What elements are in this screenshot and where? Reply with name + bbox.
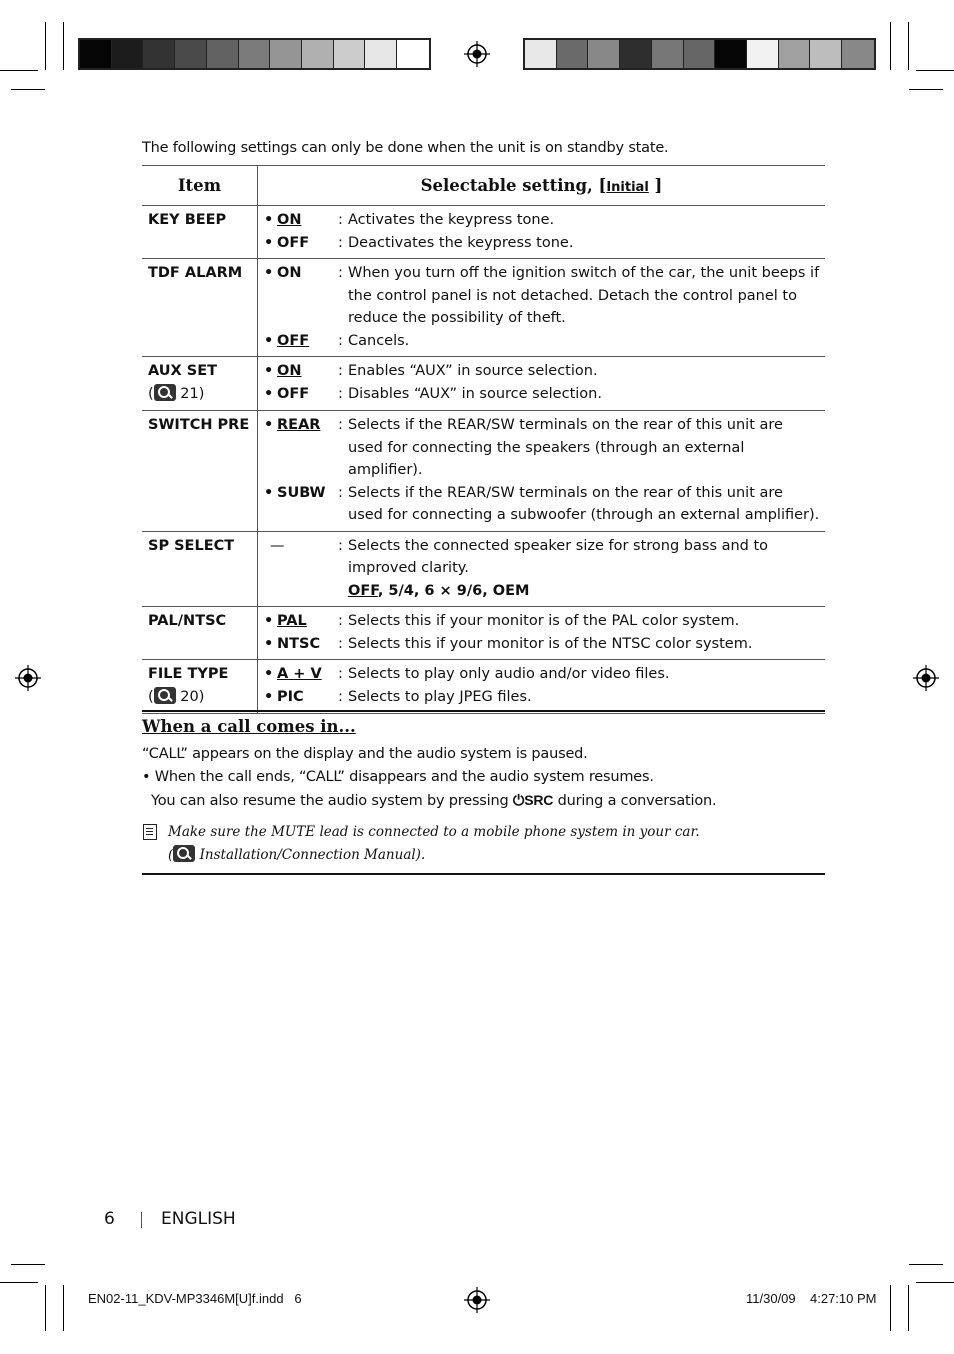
call-line-3-text-a: You can also resume the audio system by pressing	[151, 793, 509, 809]
option-bullet: •	[264, 234, 274, 251]
option-description-text: Activates the keypress tone.	[348, 212, 555, 228]
header-setting	[258, 166, 826, 206]
option-colon: :	[338, 234, 343, 251]
slug-time: 4:27:10 PM	[810, 1291, 877, 1306]
item-name: FILE TYPE	[148, 666, 229, 682]
item-page-reference: ( 20)	[148, 689, 205, 705]
option-line	[264, 232, 821, 255]
table-header-row	[142, 166, 825, 206]
slug-date: 11/30/09	[746, 1291, 796, 1306]
option-bullet: •	[264, 613, 274, 629]
option-line	[264, 663, 821, 686]
grayscale-color-bar	[78, 38, 431, 70]
call-line-1: “CALL” appears on the display and the audio system is paused.	[142, 746, 588, 762]
crop-mark	[63, 22, 64, 70]
crop-mark	[890, 22, 891, 70]
color-swatch	[270, 40, 302, 68]
option-name: PIC	[277, 688, 304, 705]
color-swatch	[684, 40, 716, 68]
option-description	[348, 535, 821, 603]
option-line	[264, 535, 821, 603]
option-description	[348, 414, 821, 482]
item-name: TDF ALARM	[148, 265, 243, 281]
crop-mark	[916, 1282, 954, 1283]
reference-page: 21	[180, 386, 199, 402]
item-name: PAL/NTSC	[148, 613, 227, 629]
table-row	[142, 411, 825, 532]
page-number: 6	[104, 1209, 115, 1229]
registration-mark-icon	[464, 41, 490, 67]
color-swatch	[747, 40, 779, 68]
registration-mark-icon	[913, 665, 939, 691]
call-section-heading: When a call comes in...	[142, 717, 356, 736]
note-line-1: Make sure the MUTE lead is connected to a mobile phone system in your car.	[168, 824, 700, 840]
option-name: PAL	[277, 613, 307, 629]
option-bullet: •	[264, 363, 274, 379]
table-row	[142, 357, 825, 411]
option-name: NTSC	[277, 635, 321, 652]
call-line-3-text-b: during a conversation.	[557, 793, 717, 809]
option-line	[264, 262, 821, 330]
option-description	[348, 383, 821, 406]
item-cell	[142, 607, 258, 660]
option-description	[348, 209, 821, 232]
option-colon: :	[338, 385, 343, 402]
option-name: OFF	[277, 234, 310, 251]
slug-filename: EN02-11_KDV-MP3346M[U]f.indd 6	[88, 1291, 302, 1306]
item-cell	[142, 660, 258, 714]
color-swatch	[175, 40, 207, 68]
crop-mark	[63, 1285, 64, 1331]
color-swatch	[842, 40, 874, 68]
section-bottom-rule	[142, 873, 825, 875]
magnifier-reference-icon	[173, 845, 195, 862]
note-icon	[143, 824, 157, 840]
setting-cell	[258, 357, 826, 411]
table-row	[142, 531, 825, 607]
option-colon: :	[338, 212, 343, 228]
note-line-2	[168, 845, 425, 863]
option-description-text: Selects this if your monitor is of the PAL color system.	[348, 613, 740, 629]
header-initial-label: Initial	[606, 180, 649, 195]
color-swatch	[302, 40, 334, 68]
color-swatch	[557, 40, 589, 68]
setting-cell	[258, 607, 826, 660]
item-cell	[142, 411, 258, 532]
option-description	[348, 360, 821, 383]
call-line-3	[151, 792, 716, 809]
option-bullet: •	[264, 484, 274, 501]
footer-language: ENGLISH	[161, 1209, 236, 1229]
option-colon: :	[338, 484, 343, 501]
item-cell	[142, 259, 258, 357]
option-description	[348, 482, 821, 527]
option-description-text: Selects to play JPEG files.	[348, 688, 532, 705]
setting-cell	[258, 531, 826, 607]
crop-mark	[916, 70, 954, 71]
option-line	[264, 686, 821, 709]
option-description-text: Selects if the REAR/SW terminals on the rear of this unit are used for connecting the speakers (through an external amplifier).	[348, 417, 783, 478]
option-line	[264, 383, 821, 406]
values-initial: OFF	[348, 582, 378, 599]
color-swatch	[365, 40, 397, 68]
option-description-text: Selects if the REAR/SW terminals on the rear of this unit are used for connecting a subwoofer (through an external amplifier).	[348, 484, 820, 523]
option-name: ON	[277, 212, 302, 228]
option-bullet: •	[264, 666, 274, 682]
option-line	[264, 360, 821, 383]
header-setting-label: Selectable setting, [	[420, 176, 607, 195]
option-description-text: Selects this if your monitor is of the NTSC color system.	[348, 635, 753, 652]
option-description-text: When you turn off the ignition switch of the car, the unit beeps if the control panel is not detached. Detach the control panel to reduce the possibility of theft.	[348, 265, 820, 326]
color-swatch	[620, 40, 652, 68]
option-name: OFF	[277, 385, 310, 402]
color-swatch	[143, 40, 175, 68]
call-line-2: • When the call ends, “CALL” disappears and the audio system resumes.	[142, 769, 654, 785]
crop-mark	[908, 1285, 909, 1331]
color-swatch	[239, 40, 271, 68]
option-line	[264, 633, 821, 656]
option-description	[348, 232, 821, 255]
registration-mark-icon	[15, 665, 41, 691]
option-colon: :	[338, 265, 343, 281]
setting-cell	[258, 259, 826, 357]
table-row	[142, 206, 825, 259]
setting-cell	[258, 206, 826, 259]
option-colon: :	[338, 537, 343, 554]
table-row	[142, 607, 825, 660]
color-control-bar	[523, 38, 876, 70]
option-bullet: •	[264, 332, 274, 349]
option-description	[348, 330, 821, 353]
option-name: SUBW	[277, 484, 326, 501]
option-values	[348, 580, 821, 603]
crop-mark	[908, 22, 909, 70]
option-line	[264, 414, 821, 482]
note-open-paren: (	[168, 847, 174, 863]
option-description-text: Disables “AUX” in source selection.	[348, 385, 602, 402]
item-name: SWITCH PRE	[148, 417, 250, 433]
crop-mark	[890, 1285, 891, 1331]
option-description-text: Deactivates the keypress tone.	[348, 234, 574, 251]
option-bullet: •	[264, 212, 274, 228]
option-line	[264, 482, 821, 527]
option-line	[264, 209, 821, 232]
option-description	[348, 262, 821, 330]
setting-cell	[258, 660, 826, 714]
color-swatch	[397, 40, 429, 68]
item-name: KEY BEEP	[148, 212, 227, 228]
option-description-text: Cancels.	[348, 332, 410, 349]
values-rest: , 5/4, 6 × 9/6, OEM	[377, 582, 530, 599]
option-bullet: •	[264, 417, 274, 433]
section-divider	[142, 710, 825, 712]
option-bullet: •	[264, 635, 274, 652]
option-description	[348, 610, 821, 633]
option-colon: :	[338, 417, 343, 433]
option-name: OFF	[277, 332, 310, 349]
header-item: Item	[142, 166, 258, 206]
note-line-2-text: Installation/Connection Manual).	[199, 847, 426, 863]
option-description-text: Selects to play only audio and/or video files.	[348, 666, 670, 682]
footer-divider	[141, 1212, 142, 1228]
crop-mark	[909, 1264, 943, 1265]
option-colon: :	[338, 688, 343, 705]
color-swatch	[652, 40, 684, 68]
magnifier-reference-icon	[154, 687, 176, 704]
color-swatch	[779, 40, 811, 68]
color-swatch	[207, 40, 239, 68]
header-close-bracket: ]	[648, 176, 663, 195]
registration-mark-icon	[464, 1287, 490, 1313]
item-name: AUX SET	[148, 363, 218, 379]
power-icon: ⏻	[512, 793, 525, 809]
crop-mark	[909, 89, 943, 90]
option-colon: :	[338, 613, 343, 629]
option-description-text: Selects the connected speaker size for strong bass and to improved clarity.	[348, 537, 769, 576]
crop-mark	[0, 70, 38, 71]
intro-text: The following settings can only be done when the unit is on standby state.	[142, 140, 669, 156]
crop-mark	[45, 1285, 46, 1331]
color-swatch	[588, 40, 620, 68]
option-bullet: •	[264, 385, 274, 402]
option-name: A + V	[277, 666, 322, 682]
item-name: SP SELECT	[148, 537, 235, 554]
option-description	[348, 633, 821, 656]
option-colon: :	[338, 635, 343, 652]
option-description-text: Enables “AUX” in source selection.	[348, 363, 598, 379]
option-name: REAR	[277, 417, 321, 433]
option-name: ON	[277, 363, 302, 379]
option-colon: :	[338, 363, 343, 379]
item-cell	[142, 206, 258, 259]
settings-table	[142, 165, 825, 714]
option-colon: :	[338, 332, 343, 349]
item-page-reference: ( 21)	[148, 386, 205, 402]
crop-mark	[0, 1282, 38, 1283]
crop-mark	[11, 1264, 45, 1265]
magnifier-reference-icon	[154, 384, 176, 401]
option-line	[264, 610, 821, 633]
option-description	[348, 663, 821, 686]
src-button-label: SRC	[524, 792, 554, 808]
option-name: —	[270, 537, 285, 554]
option-bullet: •	[264, 688, 274, 705]
crop-mark	[11, 89, 45, 90]
reference-page: 20	[180, 689, 199, 705]
option-name: ON	[277, 265, 302, 281]
setting-cell	[258, 411, 826, 532]
color-swatch	[715, 40, 747, 68]
option-line	[264, 330, 821, 353]
option-colon: :	[338, 666, 343, 682]
color-swatch	[525, 40, 557, 68]
table-row	[142, 660, 825, 714]
option-description	[348, 686, 821, 709]
item-cell	[142, 357, 258, 411]
color-swatch	[810, 40, 842, 68]
color-swatch	[80, 40, 112, 68]
color-swatch	[112, 40, 144, 68]
table-row	[142, 259, 825, 357]
crop-mark	[45, 22, 46, 70]
color-swatch	[334, 40, 366, 68]
option-bullet: •	[264, 265, 274, 281]
item-cell	[142, 531, 258, 607]
